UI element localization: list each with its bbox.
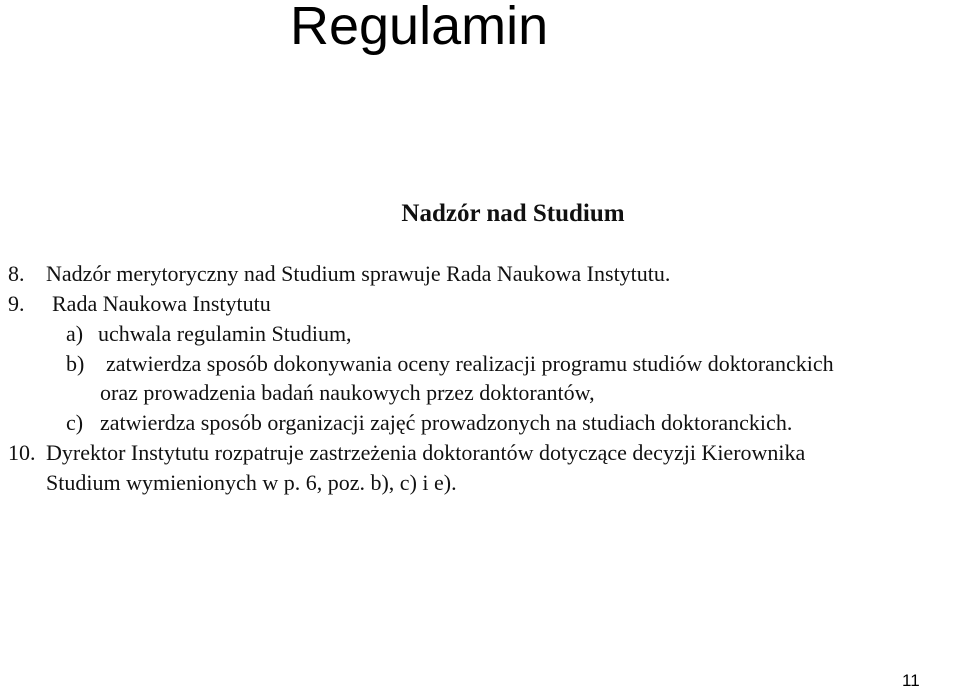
list-item-9: [8, 290, 271, 318]
sub-item-label: a): [66, 321, 84, 346]
item-number: 9.: [8, 291, 25, 316]
list-item-10-continuation: [46, 469, 457, 497]
item-text: Nadzór merytoryczny nad Studium sprawuje Rada Naukowa Instytutu.: [46, 261, 671, 286]
sub-item-9b-continuation: [100, 379, 595, 407]
sub-item-9c: [66, 409, 792, 437]
list-item-10: [8, 439, 805, 467]
item-number: 8.: [8, 261, 25, 286]
sub-item-label: c): [66, 410, 84, 435]
sub-item-9b: [66, 350, 834, 378]
sub-item-text: uchwala regulamin Studium,: [98, 321, 352, 346]
sub-item-9a: [66, 320, 352, 348]
sub-item-label: b): [66, 351, 85, 376]
item-text: Dyrektor Instytutu rozpatruje zastrzeżenia doktorantów dotyczące decyzji Kierownika: [46, 440, 806, 465]
item-text: Rada Naukowa Instytutu: [52, 291, 271, 316]
sub-item-text-continuation: oraz prowadzenia badań naukowych przez doktorantów,: [100, 380, 595, 405]
document-heading: Nadzór nad Studium: [401, 200, 625, 227]
item-text-continuation: Studium wymienionych w p. 6, poz. b), c) i e).: [46, 470, 457, 495]
page-number: 11: [902, 671, 920, 690]
slide-title: Regulamin: [290, 0, 549, 56]
sub-item-text: zatwierdza sposób dokonywania oceny realizacji programu studiów doktoranckich: [106, 351, 834, 376]
list-item-8: [8, 260, 670, 288]
sub-item-text: zatwierdza sposób organizacji zajęć prowadzonych na studiach doktoranckich.: [100, 410, 793, 435]
item-number: 10.: [8, 440, 36, 465]
